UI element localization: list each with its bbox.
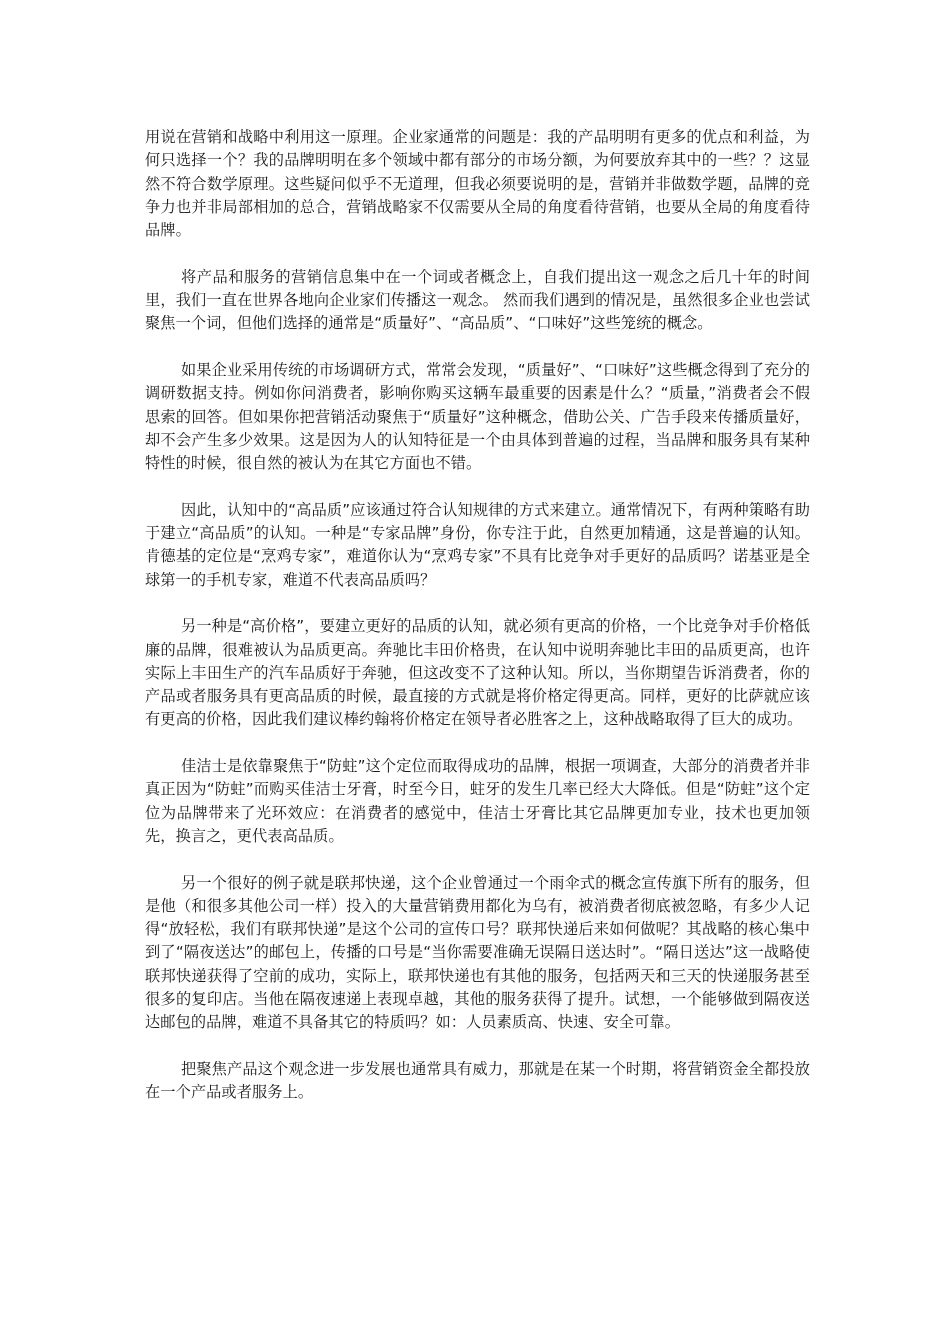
paragraph-7: 另一个很好的例子就是联邦快递，这个企业曾通过一个雨伞式的概念宣传旗下所有的服务，但是他（和很多其他公司一样）投入的大量营销费用都化为乌有，被消费者彻底被忽略，有多少人记得“放轻松，我们有联邦快递”是这个公司的宣传口号？联邦快递后来如何做呢？其战略的核心集中到了“隔夜送达”的邮包上，传播的口号是“当你需要准确无误隔日送达时”。“隔日送达”这一战略使联邦快递获得了空前的成功，实际上，联邦快递也有其他的服务，包括两天和三天的快递服务甚至很多的复印店。当他在隔夜速递上表现卓越，其他的服务获得了提升。试想，一个能够做到隔夜送达邮包的品牌，难道不具备其它的特质吗？如：人员素质高、快速、安全可靠。 (145, 873, 810, 1032)
paragraph-2: 将产品和服务的营销信息集中在一个词或者概念上，自我们提出这一观念之后几十年的时间里，我们一直在世界各地向企业家们传播这一观念。 然而我们遇到的情况是，虽然很多企业也尝试聚焦一个词，但他们选择的通常是“质量好”、“高品质”、“口味好”这些笼统的概念。 (145, 267, 810, 333)
paragraph-8: 把聚焦产品这个观念进一步发展也通常具有威力，那就是在某一个时期，将营销资金全都投放在一个产品或者服务上。 (145, 1059, 810, 1102)
paragraph-3: 如果企业采用传统的市场调研方式，常常会发现，“质量好”、“口味好”这些概念得到了充分的调研数据支持。例如你问消费者，影响你购买这辆车最重要的因素是什么？“质量，”消费者会不假思索的回答。但如果你把营销活动聚焦于“质量好”这种概念，借助公关、广告手段来传播质量好，却不会产生多少效果。这是因为人的认知特征是一个由具体到普遍的过程，当品牌和服务具有某种特性的时候，很自然的被认为在其它方面也不错。 (145, 360, 810, 473)
paragraph-6: 佳洁士是依靠聚焦于“防蛀”这个定位而取得成功的品牌，根据一项调查，大部分的消费者并非真正因为“防蛀”而购买佳洁士牙膏，时至今日，蛀牙的发生几率已经大大降低。但是“防蛀”这个定位为品牌带来了光环效应：在消费者的感觉中，佳洁士牙膏比其它品牌更加专业，技术也更加领先，换言之，更代表高品质。 (145, 757, 810, 845)
paragraph-5: 另一种是“高价格”，要建立更好的品质的认知，就必须有更高的价格，一个比竞争对手价格低廉的品牌，很难被认为品质更高。奔驰比丰田价格贵，在认知中说明奔驰比丰田的品质更高，也许实际上丰田生产的汽车品质好于奔驰，但这改变不了这种认知。所以，当你期望告诉消费者，你的产品或者服务具有更高品质的时候，最直接的方式就是将价格定得更高。同样，更好的比萨就应该有更高的价格，因此我们建议棒约翰将价格定在领导者必胜客之上，这种战略取得了巨大的成功。 (145, 617, 810, 729)
document-body (145, 126, 810, 1128)
paragraph-4: 因此，认知中的“高品质”应该通过符合认知规律的方式来建立。通常情况下，有两种策略有助于建立“高品质”的认知。一种是“专家品牌”身份，你专注于此，自然更加精通，这是普遍的认知。肯德基的定位是“烹鸡专家”，难道你认为“烹鸡专家”不具有比竞争对手更好的品质吗？诺基亚是全球第一的手机专家，难道不代表高品质吗？ (145, 500, 810, 589)
paragraph-1: 用说在营销和战略中利用这一原理。企业家通常的问题是：我的产品明明有更多的优点和利益，为何只选择一个？我的品牌明明在多个领域中都有部分的市场分额，为何要放弃其中的一些？？这显然不符合数学原理。这些疑问似乎不无道理，但我必须要说明的是，营销并非做数学题，品牌的竞争力也并非局部相加的总合，营销战略家不仅需要从全局的角度看待营销，也要从全局的角度看待品牌。 (145, 128, 810, 240)
